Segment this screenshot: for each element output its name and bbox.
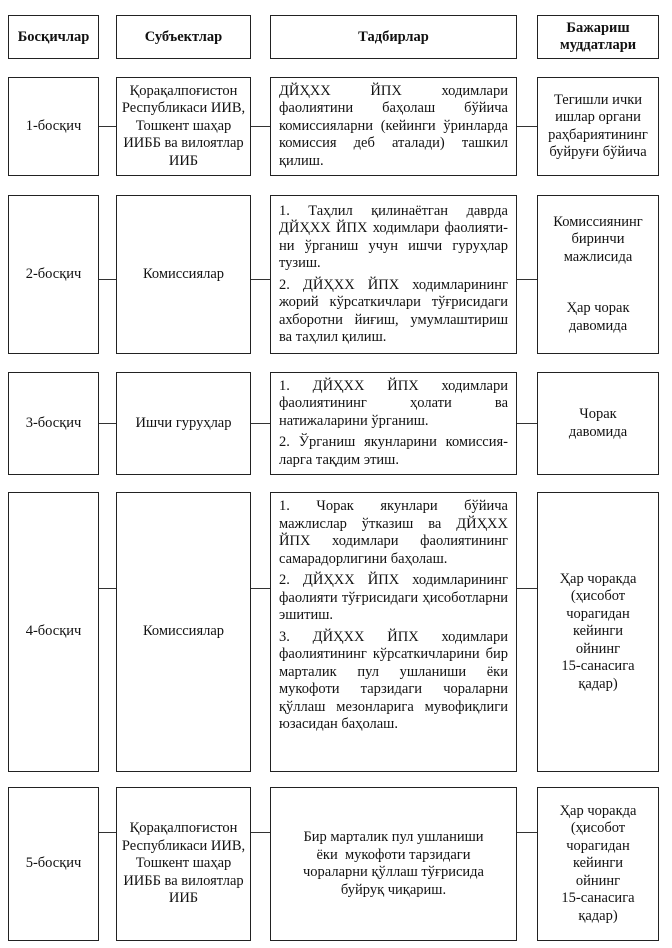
connector-line xyxy=(251,126,270,127)
stage-5-subject-box xyxy=(116,787,251,941)
header-deadlines xyxy=(537,15,659,59)
header-measures-label: Тадбирлар xyxy=(358,28,429,45)
subject-line: ИИБ xyxy=(168,890,199,907)
stage-2-subject-box xyxy=(116,195,251,354)
deadline-line: раҳбариятининг xyxy=(548,126,648,143)
stage-2-deadline-box xyxy=(537,195,659,354)
deadline-line: Чорак xyxy=(579,406,617,422)
header-stages-label: Босқичлар xyxy=(17,28,90,45)
stage-1-label: 1-босқич xyxy=(25,117,82,134)
connector-line xyxy=(99,279,116,280)
stage-3-subject-box xyxy=(116,372,251,475)
header-deadlines-line1: Бажариш xyxy=(566,20,630,36)
stage-1-measures-box xyxy=(270,77,517,176)
stage-1-subject-box xyxy=(116,77,251,176)
measure-line: ёки мукофоти тарзидаги xyxy=(316,846,471,863)
measure-item: 1. Чорак якунлари бўйича мажлислар ўтказиш ва ДЙҲХХ ЙПХ ходимлари фаолиятининг самарадорлигини баҳолаш. xyxy=(279,498,508,567)
measure-line: Бир марталик пул ушланиши xyxy=(303,829,484,845)
connector-line xyxy=(99,126,116,127)
subject-line: Республикаси ИИВ, xyxy=(121,837,246,854)
deadline-line: биринчи xyxy=(571,231,625,248)
stage-4-label: 4-босқич xyxy=(25,623,82,640)
deadline-line: Тегишли ички xyxy=(553,91,643,108)
subject-line: Комиссиялар xyxy=(142,623,225,640)
header-deadlines-line2: муддатлари xyxy=(559,37,637,53)
connector-line xyxy=(251,588,270,589)
connector-line xyxy=(517,423,537,424)
stage-3-box xyxy=(8,372,99,475)
subject-line: Комиссиялар xyxy=(142,265,225,282)
header-subjects-label: Субъектлар xyxy=(144,28,223,45)
subject-line: ИИББ ва вилоятлар xyxy=(123,135,244,152)
deadline-line: чорагидан xyxy=(566,605,630,622)
connector-line xyxy=(251,423,270,424)
measure-item: 3. ДЙҲХХ ЙПХ ходимлари фаолиятининг кўрсаткичларини бир марталик пул ушланиши ёки мукофоти тарзидаги чораларни қўллаш мезонларига мувофиқлиги юзасидан баҳолаш. xyxy=(279,628,508,732)
deadline-line: кейинги xyxy=(572,623,624,640)
stage-5-measures-box xyxy=(270,787,517,941)
connector-line xyxy=(99,832,116,833)
measure-line: буйруқ чиқариш. xyxy=(340,881,447,898)
connector-line xyxy=(99,423,116,424)
deadline-line: Ҳар чоракда xyxy=(559,570,637,587)
deadline-line: ишлар органи xyxy=(555,109,641,125)
subject-line: Қорақалпоғистон xyxy=(129,82,238,99)
stage-5-label: 5-босқич xyxy=(25,855,82,872)
deadline-line: Ҳар чорак xyxy=(566,300,630,317)
deadline-line: Ҳар чоракда xyxy=(559,802,637,819)
stage-2-box xyxy=(8,195,99,354)
measure-item: ДЙҲХХ ЙПХ ходимлари фаолиятини баҳолаш бўйича комиссияларни (кейинги ўринларда комиссия деб аталади) ташкил қилиш. xyxy=(279,82,508,169)
stage-4-deadline-box xyxy=(537,492,659,772)
deadline-line: давомида xyxy=(568,317,628,334)
stage-3-measures-box xyxy=(270,372,517,475)
subject-line: ИИББ ва вилоятлар xyxy=(123,872,244,889)
measure-item: 2. ДЙҲХХ ЙПХ ходимларининг жорий кўрсаткичлари тўғрисидаги ахборотни йиғиш, умумлаштириш ва таҳлил қилиш. xyxy=(279,276,508,345)
subject-line: ИИБ xyxy=(168,152,199,169)
deadline-line: мажлисида xyxy=(563,248,633,265)
deadline-line: қадар) xyxy=(578,675,618,692)
stage-1-box xyxy=(8,77,99,176)
measure-item: 1. ДЙҲХХ ЙПХ ходимлари фаолиятининг ҳолати ва натижаларини ўрганиш. xyxy=(279,377,508,429)
deadline-line: ойнинг xyxy=(575,640,621,657)
stage-4-box xyxy=(8,492,99,772)
subject-line: Тошкент шаҳар xyxy=(135,117,232,134)
stage-1-deadline-box xyxy=(537,77,659,176)
deadline-line: қадар) xyxy=(578,907,618,924)
deadline-line: ойнинг xyxy=(575,872,621,889)
deadline-line: (ҳисобот xyxy=(570,588,626,605)
connector-line xyxy=(517,126,537,127)
stage-5-deadline-box xyxy=(537,787,659,941)
subject-line: Тошкент шаҳар xyxy=(135,855,232,872)
connector-line xyxy=(517,588,537,589)
connector-line xyxy=(251,832,270,833)
deadline-line: давомида xyxy=(568,423,628,440)
deadline-line: чорагидан xyxy=(566,837,630,854)
stage-4-measures-box xyxy=(270,492,517,772)
header-measures xyxy=(270,15,517,59)
deadline-line: (ҳисобот xyxy=(570,820,626,837)
measure-item: 2. ДЙҲХХ ЙПХ ходимларининг фаолияти тўғрисидаги ҳисоботларни эшитиш. xyxy=(279,572,508,623)
measure-item: 2. Ўрганиш якунларини комиссия-ларга тақдим этиш. xyxy=(279,434,508,468)
stage-2-label: 2-босқич xyxy=(25,265,82,282)
connector-line xyxy=(99,588,116,589)
deadline-line: 15-санасига xyxy=(561,890,635,907)
deadline-line: Комиссиянинг xyxy=(553,213,643,230)
subject-line: Ишчи гуруҳлар xyxy=(135,414,232,431)
subject-line: Республикаси ИИВ, xyxy=(121,100,246,117)
measure-item: 1. Таҳлил қилинаётган даврда ДЙҲХХ ЙПХ ходимлари фаолияти-ни ўрганиш учун ишчи гуруҳлар тузиш. xyxy=(279,202,508,271)
connector-line xyxy=(251,279,270,280)
deadline-line: кейинги xyxy=(572,855,624,872)
subject-line: Қорақалпоғистон xyxy=(129,820,238,837)
stage-3-label: 3-босқич xyxy=(25,414,82,431)
stage-2-measures-box xyxy=(270,195,517,354)
header-stages xyxy=(8,15,99,59)
stage-4-subject-box xyxy=(116,492,251,772)
stage-3-deadline-box xyxy=(537,372,659,475)
stage-5-box xyxy=(8,787,99,941)
deadline-line: буйруғи бўйича xyxy=(549,144,647,160)
header-subjects xyxy=(116,15,251,59)
connector-line xyxy=(517,832,537,833)
connector-line xyxy=(517,279,537,280)
measure-line: чораларни қўллаш тўғрисида xyxy=(303,864,484,880)
deadline-line: 15-санасига xyxy=(561,658,635,675)
